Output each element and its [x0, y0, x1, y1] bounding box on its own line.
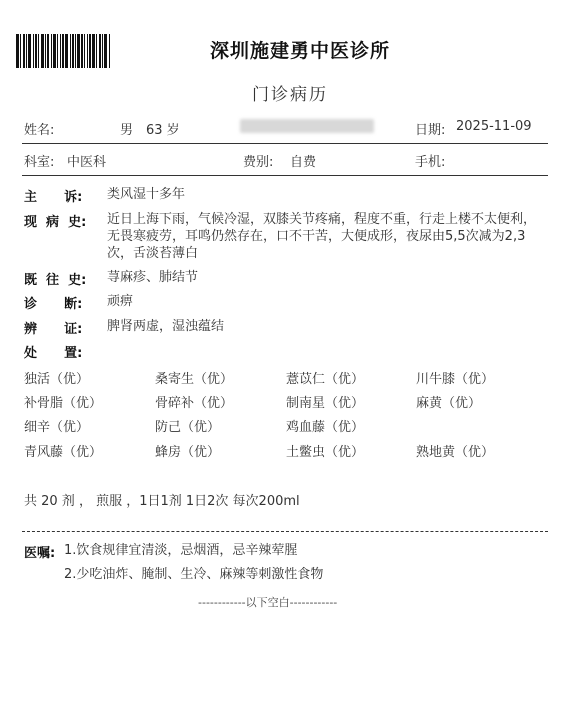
present-illness-label: 现 病 史:: [24, 215, 87, 230]
redacted-id: [240, 119, 374, 133]
divider-dashed: [22, 531, 548, 532]
phone-label: 手机:: [415, 155, 446, 170]
name-label: 姓名:: [24, 123, 55, 138]
advice-label: 医嘱:: [24, 546, 56, 561]
chief-complaint: 类风湿十多年: [107, 187, 186, 202]
visit-date: 2025-11-09: [456, 119, 532, 134]
dept-label: 科室:: [24, 155, 55, 170]
herb-item: 骨碎补（优）: [155, 396, 234, 411]
herb-item: 熟地黄（优）: [416, 445, 495, 460]
herb-item: 防己（优）: [155, 420, 221, 435]
dosage-instructions: 共 20 剂 ， 煎服 ，1日1剂 1日2次 每次200ml: [24, 494, 300, 509]
treatment-label: 处 置:: [24, 346, 83, 361]
chief-complaint-label: 主 诉:: [24, 190, 83, 205]
document-title: 门诊病历: [252, 85, 328, 105]
herb-item: 麻黄（优）: [416, 396, 482, 411]
herb-item: 桑寄生（优）: [155, 372, 234, 387]
herb-item: 独活（优）: [24, 372, 90, 387]
herb-item: 薏苡仁（优）: [286, 372, 365, 387]
diagnosis: 顽痹: [107, 294, 134, 309]
clinic-name: 深圳施建勇中医诊所: [209, 40, 390, 62]
herb-item: 细辛（优）: [24, 420, 90, 435]
herb-item: 川牛膝（优）: [416, 372, 495, 387]
herb-item: 制南星（优）: [286, 396, 365, 411]
blank-below-marker: ------------以下空白------------: [198, 596, 338, 609]
syndrome-label: 辨 证:: [24, 322, 83, 337]
advice-item: 2.少吃油炸、腌制、生冷、麻辣等刺激性食物: [64, 567, 324, 582]
past-history: 荨麻疹、肺结节: [107, 270, 199, 285]
patient-gender: 男: [120, 123, 134, 138]
barcode-stripe: [110, 34, 112, 68]
past-history-label: 既 往 史:: [24, 273, 87, 288]
date-label: 日期:: [415, 123, 446, 138]
divider-middle: [22, 175, 548, 176]
barcode: [16, 34, 142, 68]
syndrome: 脾肾两虚，湿浊蕴结: [107, 319, 225, 334]
divider-top: [22, 143, 548, 144]
fee-label: 费别:: [243, 155, 274, 170]
diagnosis-label: 诊 断:: [24, 297, 83, 312]
herb-item: 蜂房（优）: [155, 445, 221, 460]
present-illness: 近日上海下雨，气候冷湿，双膝关节疼痛，程度不重，行走上楼不太便利，无畏寒疲劳，耳鸣仍然存在，口不干苦，大便成形，夜尿由5,5次减为2,3次，舌淡苔薄白: [107, 212, 537, 261]
herb-item: 土鳖虫（优）: [286, 445, 365, 460]
herb-item: 青风藤（优）: [24, 445, 103, 460]
fee-value: 自费: [290, 155, 317, 170]
dept-value: 中医科: [67, 155, 107, 170]
herb-item: 鸡血藤（优）: [286, 420, 365, 435]
herb-item: 补骨脂（优）: [24, 396, 103, 411]
advice-item: 1.饮食规律宜清淡，忌烟酒，忌辛辣荤腥: [64, 543, 298, 558]
patient-age: 63 岁: [146, 123, 180, 138]
